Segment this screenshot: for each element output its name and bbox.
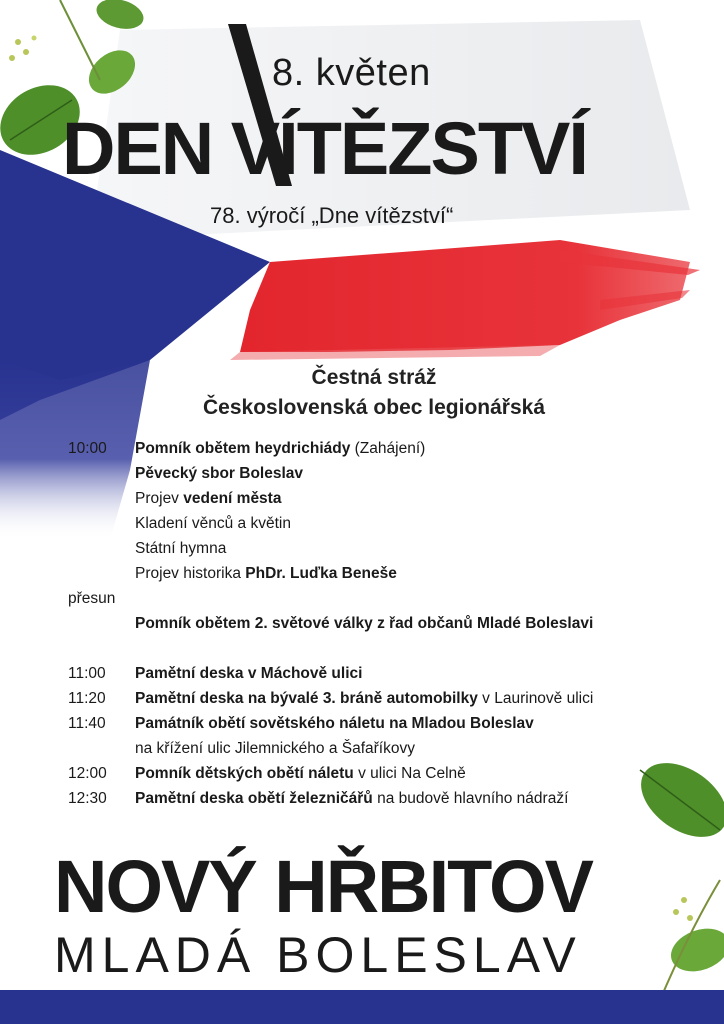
schedule-description [135,515,291,533]
schedule-description [135,740,415,758]
schedule-place: vedení města [183,490,282,507]
venue-city: MLADÁ BOLESLAV [54,927,582,983]
schedule-description [135,690,593,708]
schedule-description [135,465,303,483]
linden-leaf-bottom-right-icon [627,748,724,1000]
schedule-description [135,665,362,683]
schedule-description [135,440,425,458]
schedule-place: Pomník obětem 2. světové války z řad občanů Mladé Boleslavi [135,615,594,632]
schedule-note: v Laurinově ulici [477,690,594,707]
schedule-note: Projev [135,490,184,507]
schedule-description [135,565,397,583]
schedule-place: PhDr. Luďka Beneše [245,565,397,582]
venue-title: NOVÝ HŘBITOV [54,845,592,928]
footer-bar [0,990,724,1024]
schedule-description [135,540,226,558]
page-subtitle: 78. výročí „Dne vítězství“ [210,203,454,228]
honor-guard-organization: Československá obec legionářská [203,396,545,419]
schedule-note: (Zahájení) [350,440,426,457]
schedule-time: 12:30 [68,790,107,807]
schedule-note: Státní hymna [135,540,227,557]
schedule-place: Pomník dětských obětí náletu [135,765,354,782]
schedule-description [135,490,281,508]
schedule-note: v ulici Na Celně [353,765,466,782]
schedule-place: Pamětní deska v Máchově ulici [135,665,363,682]
honor-guard-line: Čestná stráž [311,366,437,389]
schedule-time: 11:20 [68,690,106,707]
schedule-place: Pěvecký sbor Boleslav [135,465,304,482]
schedule-description [135,715,534,733]
schedule-place: Pamětní deska na bývalé 3. bráně automobilky [135,690,478,707]
schedule-time: 11:00 [68,665,106,682]
schedule-note: Projev historika [135,565,246,582]
event-date: 8. květen [272,52,431,94]
page-title: DEN VÍTĚZSTVÍ [62,107,587,190]
schedule-note: na budově hlavního nádraží [372,790,569,807]
schedule-place: Památník obětí sovětského náletu na Mladou Boleslav [135,715,534,732]
schedule-place: Pamětní deska obětí železničářů [135,790,373,807]
schedule-description [135,615,593,633]
schedule-time: 12:00 [68,765,107,782]
schedule-description [135,790,568,808]
schedule-time: přesun [68,590,116,607]
schedule-time: 10:00 [68,440,107,457]
schedule-place: Pomník obětem heydrichiády [135,440,351,457]
schedule-time: 11:40 [68,715,106,732]
schedule-note: Kladení věnců a květin [135,515,291,532]
schedule-description [135,765,466,783]
schedule-note: na křížení ulic Jilemnického a Šafaříkovy [135,740,415,757]
